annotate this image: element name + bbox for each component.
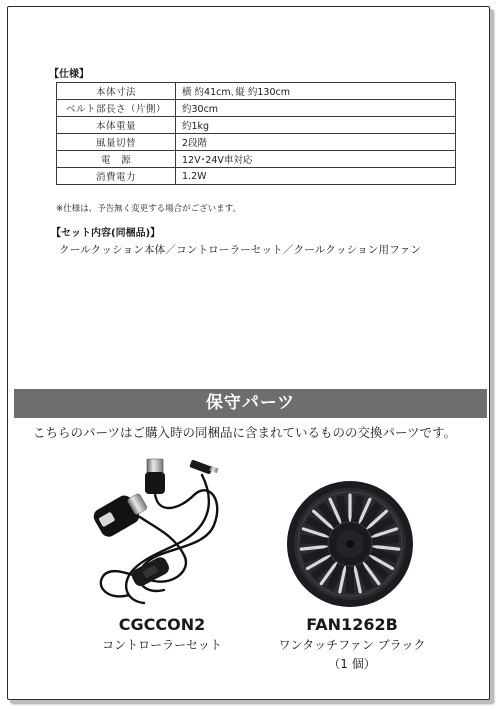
spec-row xyxy=(57,100,456,117)
spec-note: ※仕様は、予告無く変更する場合がございます。 xyxy=(56,204,241,214)
spec-value: 1.2W xyxy=(176,168,456,185)
part-name: ワンタッチファン ブラック xyxy=(278,638,426,652)
part-quantity: （1 個） xyxy=(328,657,376,671)
spec-label: 消費電力 xyxy=(57,168,176,185)
spec-label: ベルト部長さ（片側） xyxy=(57,100,176,117)
part-code: CGCCON2 xyxy=(118,615,206,634)
spec-label: 風量切替 xyxy=(57,134,176,151)
part-name: コントローラーセット xyxy=(102,638,222,652)
spec-label: 本体寸法 xyxy=(57,83,176,100)
spec-row xyxy=(57,134,456,151)
spec-heading: 【仕様】 xyxy=(49,69,89,80)
spec-row xyxy=(57,151,456,168)
spec-row xyxy=(57,83,456,100)
part-code: FAN1262B xyxy=(306,615,398,634)
spec-value: 2段階 xyxy=(176,134,456,151)
parts-title-band: 保守パーツ xyxy=(14,389,487,418)
spec-label: 電 源 xyxy=(57,151,176,168)
spec-value: 約30cm xyxy=(176,100,456,117)
spec-table xyxy=(56,82,456,185)
spec-value: 約1kg xyxy=(176,117,456,134)
set-contents: クールクッション本体／コントローラーセット／クールクッション用ファン xyxy=(59,244,422,256)
fan-image xyxy=(285,479,415,609)
spec-row xyxy=(57,117,456,134)
set-heading: 【セット内容(同梱品)】 xyxy=(51,228,161,239)
spec-value: 12V･24V車対応 xyxy=(176,151,456,168)
controller-set-image xyxy=(84,455,234,607)
parts-intro: こちらのパーツはご購入時の同梱品に含まれているものの交換パーツです。 xyxy=(33,425,457,440)
spec-label: 本体重量 xyxy=(57,117,176,134)
spec-row xyxy=(57,168,456,185)
spec-value: 横 約41cm､縦 約130cm xyxy=(176,83,456,100)
